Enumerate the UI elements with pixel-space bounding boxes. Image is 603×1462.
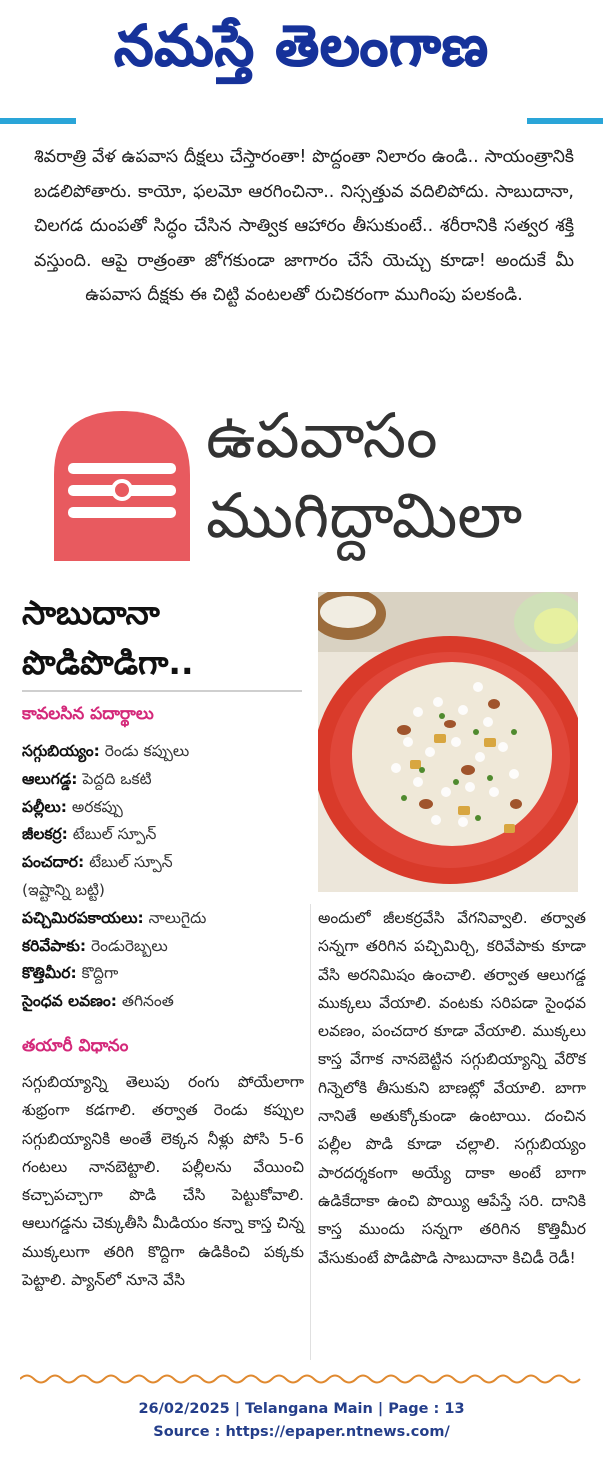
ingredient-quantity: అరకప్పు	[66, 797, 123, 816]
recipe-title-line1: సాబుదానా	[22, 593, 160, 632]
masthead	[0, 0, 603, 100]
accent-rule-right	[527, 118, 603, 124]
feature-title	[206, 396, 596, 556]
ingredient-quantity: టేబుల్ స్పూన్	[67, 825, 157, 844]
recipe-title-line2: పొడిపొడిగా..	[22, 643, 194, 682]
ingredient-item	[22, 766, 312, 794]
intro-paragraph: శివరాత్రి వేళ ఉపవాస దీక్షలు చేస్తారంతా! పొద్దంతా నిలారం ఉండి.. సాయంత్రానికి బడలిపోతారు. కాయో, ఫలమో ఆరగించినా.. నిస్సత్తువ వదిలిపోదు. సాబుదానా, చిలగడ దుంపతో సిద్ధం చేసిన సాత్విక ఆహారం తీసుకుంటే.. శరీరానికి సత్వర శక్తి వస్తుంది. ఆపై రాత్రంతా జోగకుండా జాగారం చేసే యెచ్చు కూడా! అందుకే మీ ఉపవాస దీక్షకు ఈ చిట్టి వంటలతో రుచికరంగా ముగింపు పలకండి.	[34, 147, 574, 305]
ingredient-name: పల్లీలు:	[22, 797, 67, 816]
ingredient-name: పంచదార:	[22, 853, 85, 872]
ingredient-quantity: రెండురెబ్బలు	[86, 936, 168, 955]
recipe-title	[22, 588, 302, 688]
ingredient-name: పచ్చిమిరపకాయలు:	[22, 908, 144, 927]
ingredient-quantity: పెద్దది ఒకటి	[77, 769, 152, 788]
ingredient-item	[22, 877, 312, 905]
ingredient-name: సైంధవ లవణం:	[22, 992, 117, 1011]
ingredient-quantity: నాలుగైదు	[143, 908, 207, 927]
accent-rule-left	[0, 118, 76, 124]
ingredient-item	[22, 849, 312, 877]
method-text-right-column: అందులో జీలకర్రవేసి వేగనివ్వాలి. తర్వాత సన్నగా తరిగిన పచ్చిమిర్చి, కరివేపాకు కూడా వేసి అరనిమిషం ఉంచాలి. తర్వాత ఆలుగడ్డ ముక్కలు వేయాలి. వంటకు సరిపడా సైంధవ లవణం, పంచదార కూడా వేయాలి. ముక్కలు కాస్త వేగాక నానబెట్టిన సగ్గుబియ్యాన్ని వేరొక గిన్నెలోకి తీసుకుని బాణట్లో వేయాలి. బాగా నానితే అతుక్కోకుండా ఉంటాయి. దంచిన పల్లీల పొడి కూడా చల్లాలి. సగ్గుబియ్యం పారదర్శకంగా అయ్యే దాకా అంటే బాగా ఉడికేదాకా ఉంచి పొయ్యి ఆపేస్తే సరి. దానికి కాస్త ముందు సన్నగా తరిగిన కొత్తిమీర వేసుకుంటే పొడిపొడి సాబుదానా కిచిడీ రెడీ!	[318, 909, 586, 1267]
ingredient-item	[22, 960, 312, 988]
ingredient-item	[22, 794, 312, 822]
ingredient-quantity: టేబుల్ స్పూన్	[84, 853, 173, 872]
ingredients-list	[22, 738, 312, 1016]
method-text-left-column: సగ్గుబియ్యాన్ని తెలుపు రంగు పోయేలాగా శుభ్రంగా కడగాలి. తర్వాత రెండు కప్పుల సగ్గుబియ్యానికి అంతే లెక్కన నీళ్లు పోసి 5-6 గంటలు నానబెట్టాలి. పల్లీలను వేయించి కచ్చాపచ్చాగా పొడి చేసి పెట్టుకోవాలి. ఆలుగడ్డను చెక్కుతీసి మీడియం కన్నా కాస్త చిన్న ముక్కలుగా తరిగి కొద్దిగా ఉడికించి పక్కకు పెట్టాలి. ప్యాన్‌లో నూనె వేసి	[22, 1073, 304, 1290]
newspaper-title: నమస్తే తెలంగాణ	[114, 14, 489, 79]
ingredient-quantity: (ఇష్టాన్ని బట్టి)	[22, 880, 105, 899]
method-heading: తయారీ విధానం	[22, 1036, 129, 1056]
wavy-divider	[20, 1372, 585, 1386]
ingredient-item	[22, 905, 312, 933]
title-divider	[22, 690, 302, 692]
ingredient-name: జీలకర్ర:	[22, 825, 68, 844]
sabudana-khichdi-photo	[318, 592, 578, 892]
ingredient-name: ఆలుగడ్డ:	[22, 769, 78, 788]
ingredients-heading: కావలసిన పదార్థాలు	[22, 704, 154, 724]
feature-title-line2: ముగిద్దామిలా	[206, 479, 523, 552]
ingredient-item	[22, 821, 312, 849]
ingredient-quantity: రెండు కప్పులు	[99, 742, 190, 760]
ingredient-name: కొత్తిమీర:	[22, 964, 77, 983]
ingredient-quantity: కొద్దిగా	[76, 964, 119, 983]
ingredient-quantity: తగినంత	[116, 992, 174, 1011]
ingredient-name: సగ్గుబియ్యం:	[22, 742, 100, 760]
footer-edition-info: 26/02/2025 | Telangana Main | Page : 13	[138, 1401, 465, 1417]
ingredient-item	[22, 988, 312, 1016]
ingredient-item	[22, 933, 312, 961]
ingredient-item	[22, 738, 312, 766]
page-footer	[0, 1398, 603, 1444]
column-divider	[310, 904, 311, 1360]
lingam-lamp-icon	[48, 405, 196, 563]
feature-title-line1: ఉపవాసం	[206, 399, 438, 472]
ingredient-name: కరివేపాకు:	[22, 936, 87, 955]
footer-source-link[interactable]: Source : https://epaper.ntnews.com/	[153, 1424, 450, 1440]
